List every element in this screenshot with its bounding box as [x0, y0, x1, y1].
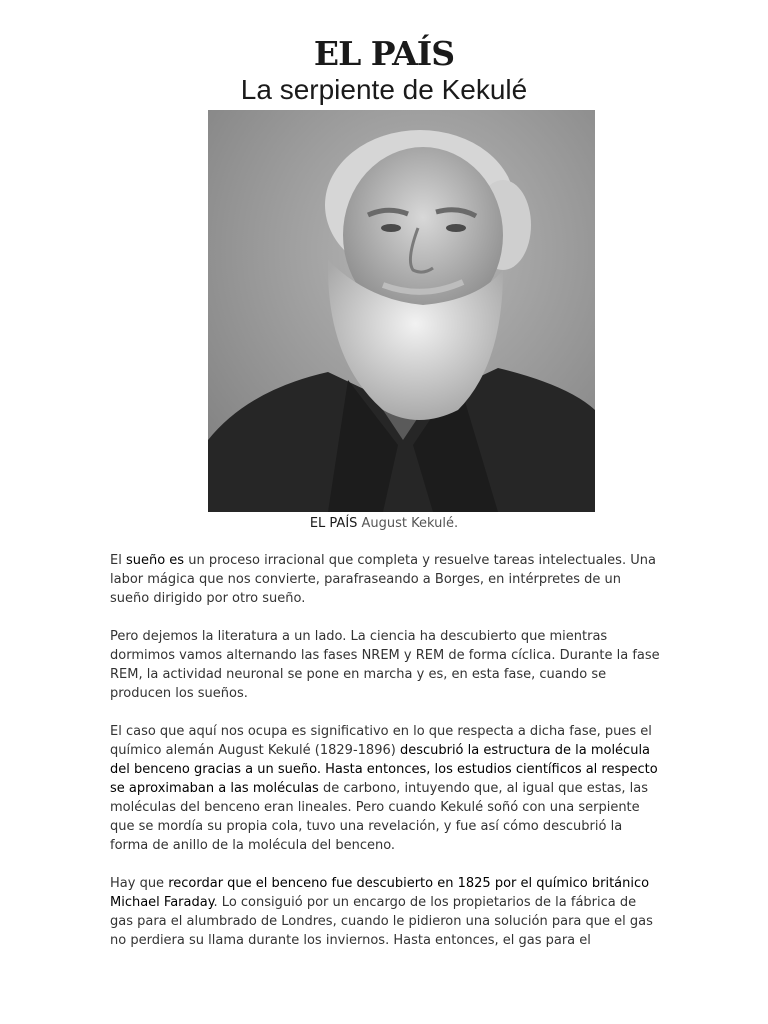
article-link-faraday[interactable]: recordar que el benceno fue descubierto en 1825 por el químico británico Michael Faraday [110, 876, 650, 910]
paragraph-text: . Lo consiguió por un encargo de los propietarios de la fábrica de gas para el alumbrado de Londres, cuando le pidieron una solución para que el gas no perdiera su llama durante los inviernos. Hasta entonces, el gas para el [110, 895, 653, 948]
page-title: La serpiente de Kekulé [240, 74, 528, 105]
article-paragraph-4 [110, 874, 660, 950]
paragraph-text: Hay que [110, 876, 169, 891]
paragraph-text: El caso que aquí nos ocupa es significativo en lo que respecta a dicha fase, pues el químico alemán August Kekulé (1829-1896) [110, 724, 652, 758]
article-paragraph-3 [110, 722, 660, 855]
caption-text: August Kekulé. [357, 516, 459, 531]
portrait-photo-icon [208, 110, 595, 512]
article-paragraph-1 [110, 551, 660, 608]
article-link-benceno[interactable]: descubrió la estructura de la molécula del benceno gracias a un sueño. Hasta entonces, los estudios científicos al respecto se aproximaban a las moléculas [110, 743, 658, 796]
article-link-sueno[interactable]: sueño es [125, 553, 185, 568]
paragraph-text: El [110, 553, 126, 568]
caption-source: EL PAÍS [309, 516, 358, 531]
masthead-logo: EL PAÍS [313, 34, 455, 73]
article-body [110, 551, 660, 969]
photo-caption [0, 516, 768, 531]
paragraph-text: de carbono, intuyendo que, al igual que estas, las moléculas del benceno eran lineales. Pero cuando Kekulé soñó con una serpiente que se mordía su propia cola, tuvo una revelación, y fue así cómo descubrió la forma de anillo de la molécula del benceno. [110, 781, 649, 853]
paragraph-text: un proceso irracional que completa y resuelve tareas intelectuales. Una labor mágica que nos convierte, parafraseando a Borges, en intérpretes de un sueño dirigido por otro sueño. [110, 553, 656, 606]
portrait-photo [208, 110, 595, 512]
article-paragraph-2: Pero dejemos la literatura a un lado. La ciencia ha descubierto que mientras dormimos vamos alternando las fases NREM y REM de forma cíclica. Durante la fase REM, la actividad neuronal se pone en marcha y es, en esta fase, cuando se producen los sueños. [110, 629, 660, 701]
